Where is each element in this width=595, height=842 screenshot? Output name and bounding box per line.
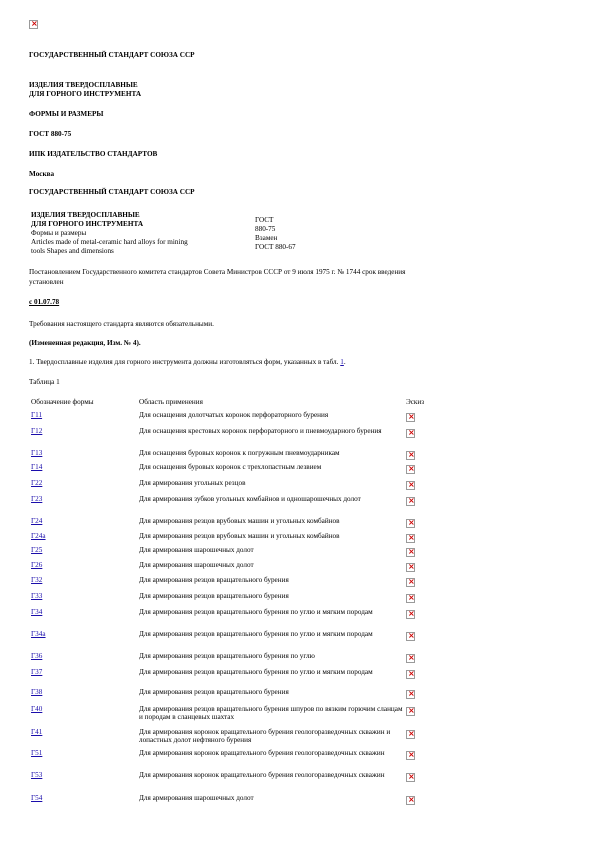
column-header-area: Область применения (139, 398, 203, 406)
sketch-image-icon[interactable] (406, 548, 415, 557)
form-code-link[interactable]: Г23 (31, 495, 43, 503)
sketch-image-icon[interactable] (406, 497, 415, 506)
application-area: Для армирования резцов вращательного бурения (139, 592, 289, 600)
form-code-link[interactable]: Г40 (31, 705, 43, 713)
gost-number: ГОСТ 880-75 (29, 130, 72, 138)
application-area: Для оснащения буровых коронок к погружным пневмоударникам (139, 449, 340, 457)
sketch-image-icon[interactable] (406, 563, 415, 572)
application-area: Для армирования коронок вращательного бурения геологоразведочных скважин (139, 749, 385, 757)
title-block-line2: ДЛЯ ГОРНОГО ИНСТРУМЕНТА (31, 220, 144, 228)
form-code-link[interactable]: Г25 (31, 546, 43, 554)
effective-date: с 01.07.78 (29, 298, 60, 306)
clause-1-text: 1. Твердосплавные изделия для горного инструмента должны изготовляться форм, указанных в табл. (29, 358, 339, 366)
sketch-image-icon[interactable] (406, 707, 415, 716)
sketch-image-icon[interactable] (406, 594, 415, 603)
title-block-gost: ГОСТ (255, 216, 274, 224)
sketch-image-icon[interactable] (406, 610, 415, 619)
sketch-image-icon[interactable] (406, 730, 415, 739)
sketch-image-icon[interactable] (406, 796, 415, 805)
clause-1 (29, 358, 346, 366)
decree-text-line1: Постановлением Государственного комитета стандартов Совета Министров СССР от 9 июля 1975 г. № 1744 срок введения (29, 268, 406, 276)
clause-1-end: . (343, 358, 346, 366)
application-area: Для армирования резцов вращательного бурения (139, 688, 289, 696)
form-code-link[interactable]: Г54 (31, 794, 43, 802)
form-code-link[interactable]: Г14 (31, 463, 43, 471)
sketch-image-icon[interactable] (406, 465, 415, 474)
document-title-line2: ДЛЯ ГОРНОГО ИНСТРУМЕНТА (29, 90, 142, 98)
application-area: Для армирования коронок вращательного бурения геологоразведочных скважин и лопастных долот нефтяного бурения (139, 728, 391, 745)
sketch-image-icon[interactable] (406, 519, 415, 528)
sketch-image-icon[interactable] (406, 413, 415, 422)
document-title-line1: ИЗДЕЛИЯ ТВЕРДОСПЛАВНЫЕ (29, 81, 138, 89)
form-code-link[interactable]: Г26 (31, 561, 43, 569)
publisher: ИПК ИЗДАТЕЛЬСТВО СТАНДАРТОВ (29, 150, 158, 158)
form-code-link[interactable]: Г33 (31, 592, 43, 600)
application-area: Для оснащения буровых коронок с трехлопастным лезвием (139, 463, 322, 471)
application-area: Для армирования резцов вращательного бурения шпуров по вязким горючим сланцам и породам в сланцевых шахтах (139, 705, 403, 722)
sketch-image-icon[interactable] (406, 751, 415, 760)
application-area: Для оснащения крестовых коронок перфораторного и пневмоударного бурения (139, 427, 382, 435)
form-code-link[interactable]: Г11 (31, 411, 43, 419)
application-area: Для армирования шарошечных долот (139, 546, 254, 554)
city: Москва (29, 170, 55, 178)
application-area: Для армирования шарошечных долот (139, 794, 254, 802)
form-code-link[interactable]: Г24а (31, 532, 46, 540)
application-area: Для армирования резцов вращательного бурения по углю и мягким породам (139, 668, 373, 676)
decree-text-line2: установлен (29, 278, 64, 286)
sketch-image-icon[interactable] (406, 429, 415, 438)
title-block-line4: Articles made of metal-ceramic hard alloys for mining (31, 238, 188, 246)
application-area: Для армирования резцов врубовых машин и угольных комбайнов (139, 517, 340, 525)
document-subtitle: ФОРМЫ И РАЗМЕРЫ (29, 110, 104, 118)
application-area: Для армирования угольных резцов (139, 479, 246, 487)
table-1-link[interactable]: 1 (340, 358, 344, 366)
sketch-image-icon[interactable] (406, 690, 415, 699)
application-area: Для армирования шарошечных долот (139, 561, 254, 569)
title-block-line1: ИЗДЕЛИЯ ТВЕРДОСПЛАВНЫЕ (31, 211, 140, 219)
title-block-line5: tools Shapes and dimensions (31, 247, 114, 255)
form-code-link[interactable]: Г34 (31, 608, 43, 616)
application-area: Для армирования зубков угольных комбайнов и одношарошечных долот (139, 495, 361, 503)
application-area: Для армирования резцов вращательного бурения по углю и мягким породам (139, 630, 373, 638)
title-block-line3: Формы и размеры (31, 229, 87, 237)
form-code-link[interactable]: Г32 (31, 576, 43, 584)
sketch-image-icon[interactable] (406, 481, 415, 490)
column-header-sketch: Эскиз (406, 398, 425, 406)
table-caption: Таблица 1 (29, 378, 60, 386)
application-area: Для армирования резцов врубовых машин и угольных комбайнов (139, 532, 340, 540)
form-code-link[interactable]: Г36 (31, 652, 43, 660)
state-standard-heading-2: ГОСУДАРСТВЕННЫЙ СТАНДАРТ СОЮЗА ССР (29, 188, 195, 196)
form-code-link[interactable]: Г12 (31, 427, 43, 435)
form-code-link[interactable]: Г41 (31, 728, 43, 736)
column-header-code: Обозначение формы (31, 398, 94, 406)
form-code-link[interactable]: Г53 (31, 771, 43, 779)
title-block-number: 880-75 (255, 225, 276, 233)
sketch-image-icon[interactable] (406, 578, 415, 587)
application-area: Для армирования резцов вращательного бурения по углю (139, 652, 315, 660)
sketch-image-icon[interactable] (406, 534, 415, 543)
form-code-link[interactable]: Г51 (31, 749, 43, 757)
sketch-image-icon[interactable] (406, 670, 415, 679)
title-block-replaces: Взамен (255, 234, 278, 242)
form-code-link[interactable]: Г22 (31, 479, 43, 487)
sketch-image-icon[interactable] (406, 654, 415, 663)
requirements-text: Требования настоящего стандарта являются обязательными. (29, 320, 214, 328)
sketch-image-icon[interactable] (406, 632, 415, 641)
application-area: Для армирования резцов вращательного бурения по углю и мягким породам (139, 608, 373, 616)
application-area: Для оснащения долотчатых коронок перфораторного бурения (139, 411, 329, 419)
sketch-image-icon[interactable] (406, 773, 415, 782)
form-code-link[interactable]: Г24 (31, 517, 43, 525)
revision-note: (Измененная редакция, Изм. № 4). (29, 339, 141, 347)
sketch-image-icon[interactable] (406, 451, 415, 460)
state-standard-heading: ГОСУДАРСТВЕННЫЙ СТАНДАРТ СОЮЗА ССР (29, 51, 195, 59)
application-area: Для армирования коронок вращательного бурения геологоразведочных скважин (139, 771, 385, 779)
form-code-link[interactable]: Г37 (31, 668, 43, 676)
form-code-link[interactable]: Г38 (31, 688, 43, 696)
broken-image-icon (29, 20, 38, 29)
title-block-old-gost: ГОСТ 880-67 (255, 243, 296, 251)
form-code-link[interactable]: Г13 (31, 449, 43, 457)
form-code-link[interactable]: Г34а (31, 630, 46, 638)
application-area: Для армирования резцов вращательного бурения (139, 576, 289, 584)
